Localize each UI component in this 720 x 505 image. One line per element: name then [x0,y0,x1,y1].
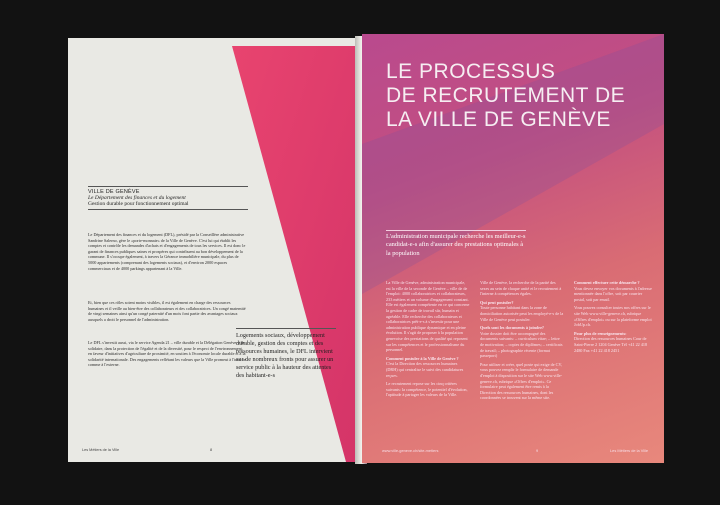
left-page [68,38,360,462]
col2-paragraph-3: Pour utiliser et créer, quel poste qui exige de CV, vous pouvez remplir le formulaire de demande d'emploi à disposition sur le site Web www.ville-geneve.ch, rubrique «Offres d'emploi». Ce formulaire peut également être remis à la Direction des ressources humaines, dont les coordonnées se trouvent sur la même site. [480,361,563,401]
body-paragraph-1: Le Département des finances et du logement (DFL), présidé par la Conseillère administrative Sandrine Salerno, gère le «porte-monnaie» de la Ville de Genève. C'est lui qui établit les comptes et contrôle les demandes d'achats et d'engagements de tous les services. Il est donc le garant de finances publiques saines et prospères qui contribuent au bon développement de la commune. Il s'occupe également, à travers la Gérance immobilière municipale, du plus de 5000 appartements (comprenant des logements sociaux), et d'environ 2000 espaces commerciaux et de 4000 parkings appartenant à la Ville. [88,232,246,271]
col1-heading: Comment postuler à la Ville de Genève ? [386,355,459,361]
col3-heading-2: Pour plus de renseignements: [574,330,627,336]
intro-lead: L'administration municipale recherche les meilleur-e-s candidat-e-s afin d'assurer des prestations optimales à la population [386,230,526,258]
title-line-1: LE PROCESSUS [386,60,556,83]
title-line-3: LA VILLE DE GENÈVE [386,108,611,131]
header-subtitle: Le Département des finances et du logement [88,195,186,201]
footer-page-number: 8 [210,448,213,452]
col3-address: Direction des ressources humaines Cour de Saint-Pierre 2 1204 Genève Tél +41 22 418 2480 Fax +41 22 418 2451 [574,336,648,353]
section-header [88,186,248,210]
col2-document-list: Votre dossier doit être accompagné des documents suivants: – curriculum vitae; – lettre de motivation; – copies de diplômes; – certificats de travail; – photographie récente (format passeport) [480,330,563,359]
header-tagline: Gestion durable pour fonctionnement optimal [88,201,189,207]
body-paragraph-3: Le DFL s'investit aussi, via le service Agenda 21 – ville durable et la Délégation Genève ville solidaire, dans la protection de l'égalité et de la diversité, pour le respect de l'environnement, en faveur d'initiatives d'agriculture de proximité, en soutien à l'économie locale durable et à la solidarité internationale. Des engagements reflétant les valeurs que la Ville promeut à l'interne comme à l'externe. [88,340,246,368]
footer-url: www.ville-geneve.ch/site-metiers [382,448,439,453]
col1-paragraph-2: C'est la Direction des ressources humaines (DRH) qui centralise le suivi des candidatures reçues. [386,361,464,378]
col2-heading-1: Qui peut postuler? [480,299,514,305]
column-1 [386,280,470,398]
body-paragraph-2: Et, bien que ces rôles soient moins visibles, il est également en charge des ressources humaines et il veille au bien-être des collaborateurs et des collaboratrices. Un congé maternité de vingt semaines ainsi qu'un congé paternité d'un mois font partie des avantages sociaux auxquels a droit le personnel de l'administration. [88,300,246,322]
column-2 [480,280,564,401]
main-title [386,60,625,132]
header-title: VILLE DE GENÈVE [88,189,140,195]
right-page [362,34,664,463]
col3-paragraph-2: Vous pouvez consulter toutes nos offres sur le site Web www.ville-geneve.ch, rubrique «Offres d'emploi» ou sur la plateforme emploi JobUp.ch. [574,305,652,328]
callout-quote: Logements sociaux, développement durable, gestion des comptes et des ressources humaines, le DFL intervient sur de nombreux fronts pour assurer un service public à la hauteur des attentes des habitant-e-s [236,328,336,381]
col1-paragraph-3: Le recrutement repose sur les cinq critères suivants: la compétence, le potentiel d'évolution, l'aptitude à partager les valeurs de la Ville. [386,381,468,398]
column-3 [574,280,654,353]
col1-paragraph: La Ville de Genève, administration municipale, est la ville de la seconde de Genève – ville de de l'emploi: 4000 collaboratrices et collaborateurs, 233 métiers et un volume d'engagement constant. Elle est également compétente en ce qui concerne la gestion de cadre de travail sûr, humain et agréable. Elle recherche des collaborateurs et collaboratrices prêt-e-s à s'investir pour une administration publique dynamique et en pleine évolution. Il s'agit de proposer à la population genevoise des prestations de qualité qui reposent sur les compétences et le professionnalisme du personnel. [386,280,470,353]
col2-heading-2: Quels sont les documents à joindre? [480,325,545,331]
footer-publication: Les Métiers de la Ville [610,448,648,453]
col2-paragraph: Ville de Genève, la recherche de la parité des sexes au sein de chaque unité et le recrutement à l'interne à compétences égales. [480,280,562,297]
footer-publication: Les Métiers de la Ville [82,448,120,452]
title-line-2: DE RECRUTEMENT DE [386,84,626,107]
col3-paragraph-1: Vous devez envoyer vos documents à l'adresse mentionnée dans l'offre, soit par courrier postal, soit par email. [574,285,652,302]
col3-heading-1: Comment effectuer cette démarche ? [574,280,640,285]
col2-paragraph-2: Toute personne habitant dans la zone de domiciliation autorisée peut les employé-e-s de la Ville de Genève peut postuler. [480,305,564,322]
footer-page-number: 9 [536,448,539,453]
